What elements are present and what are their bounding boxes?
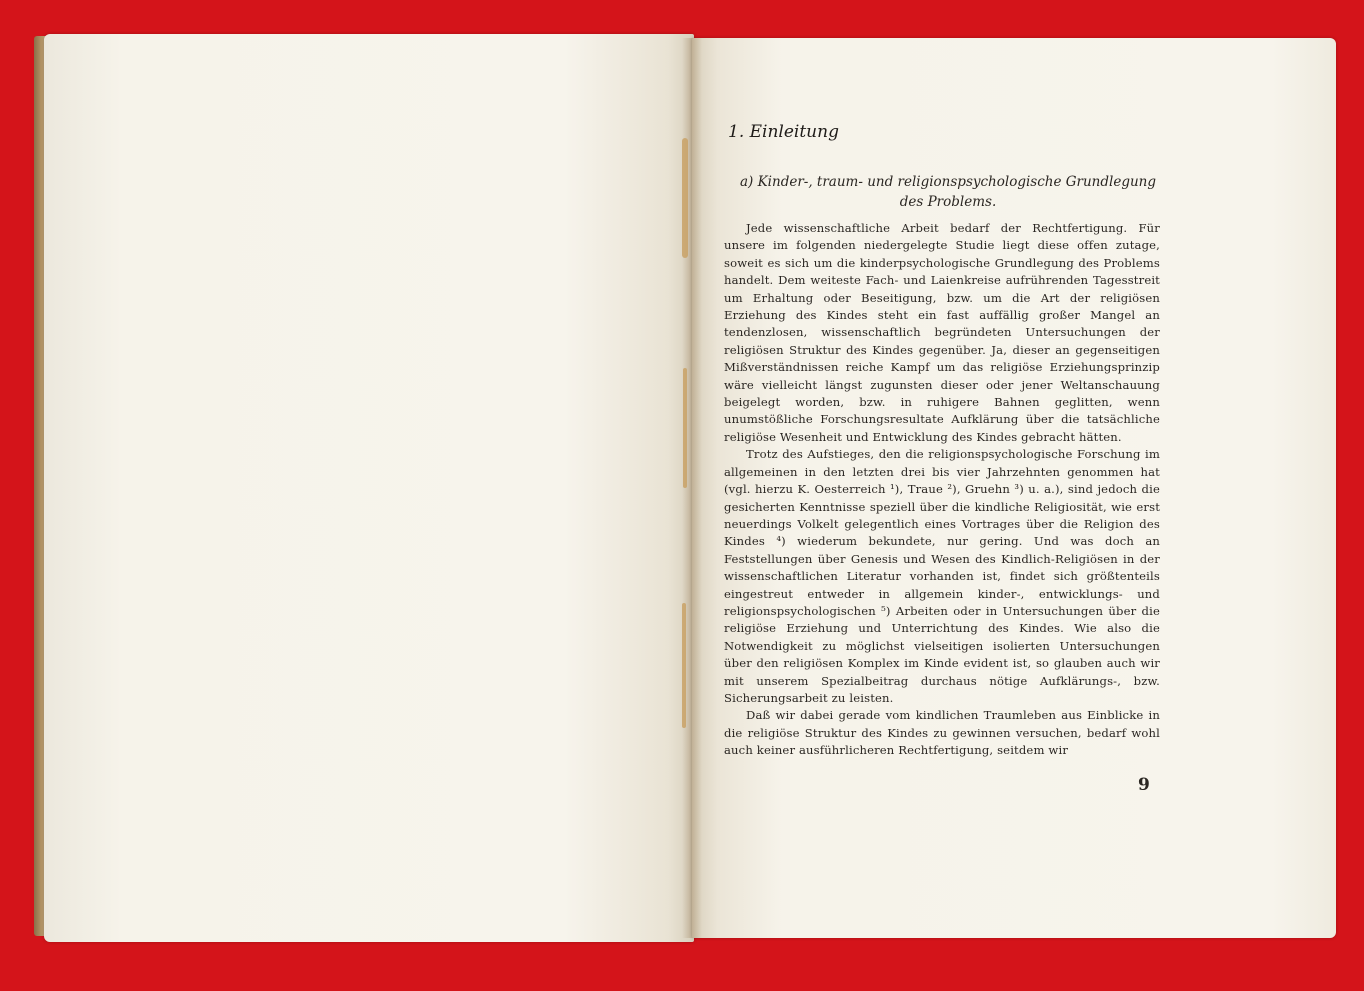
left-page [44,34,694,942]
right-page-content [724,122,1160,760]
section-heading-line: a) Kinder-, traum- und religionspsychologische Grundlegung [739,174,1156,190]
binding-stain [683,368,687,488]
chapter-title: 1. Einleitung [728,122,839,142]
body-paragraph: Daß wir dabei gerade vom kindlichen Traumleben aus Einblicke in die religiöse Struktur des Kindes zu gewinnen versuchen, bedarf wohl auch keiner ausführlicheren Rechtfertigung, seitdem wir [724,708,1160,758]
section-heading [724,172,1160,212]
binding-stain [682,603,686,728]
body-paragraph: Trotz des Aufstieges, den die religionspsychologische Forschung im allgemeinen in den letzten drei bis vier Jahrzehnten genommen hat (vgl. hierzu K. Oesterreich ¹), Traue ²), Gruehn ³) u. a.), sind jedoch die gesicherten Kenntnisse speziell über die kindliche Religiosität, wie erst neuerdings Volkelt gelegentlich eines Vortrages über die Religion des Kindes ⁴) wiederum bekundete, nur gering. Und was doch an Feststellungen über Genesis und Wesen des Kindlich-Religiösen in der wissenschaftlichen Literatur vorhanden ist, findet sich größtenteils eingestreut entweder in allgemein kinder-, entwicklungs- und religionspsychologischen ⁵) Arbeiten oder in Untersuchungen über die religiöse Erziehung und Unterrichtung des Kindes. Wie also die Notwendigkeit zu möglichst vielseitigen isolierten Untersuchungen über den religiösen Komplex im Kinde evident ist, so glauben auch wir mit unserem Spezialbeitrag durchaus nötige Aufklärungs-, bzw. Sicherungsarbeit zu leisten. [724,447,1160,705]
body-paragraph: Jede wissenschaftliche Arbeit bedarf der Rechtfertigung. Für unsere im folgenden niedergelegte Studie liegt diese offen zutage, soweit es sich um die kinderpsychologische Grundlegung des Problems handelt. Dem weiteste Fach- und Laienkreise aufrührenden Tagesstreit um Erhaltung oder Beseitigung, bzw. um die Art der religiösen Erziehung des Kindes steht ein fast auffällig großer Mangel an tendenzlosen, wissenschaftlich begründeten Untersuchungen der religiösen Struktur des Kindes gegenüber. Ja, dieser an gegenseitigen Mißverständnissen reiche Kampf um das religiöse Erziehungsprinzip wäre vielleicht längst zugunsten dieser oder jener Weltanschauung beigelegt worden, bzw. in ruhigere Bahnen geglitten, wenn unumstößliche Forschungsresultate Aufklärung über die tatsächliche religiöse Wesenheit und Entwicklung des Kindes gebracht hätten. [724,221,1160,444]
section-heading-line: des Problems. [899,194,997,210]
binding-stain [682,138,688,258]
page-number: 9 [1138,775,1150,795]
